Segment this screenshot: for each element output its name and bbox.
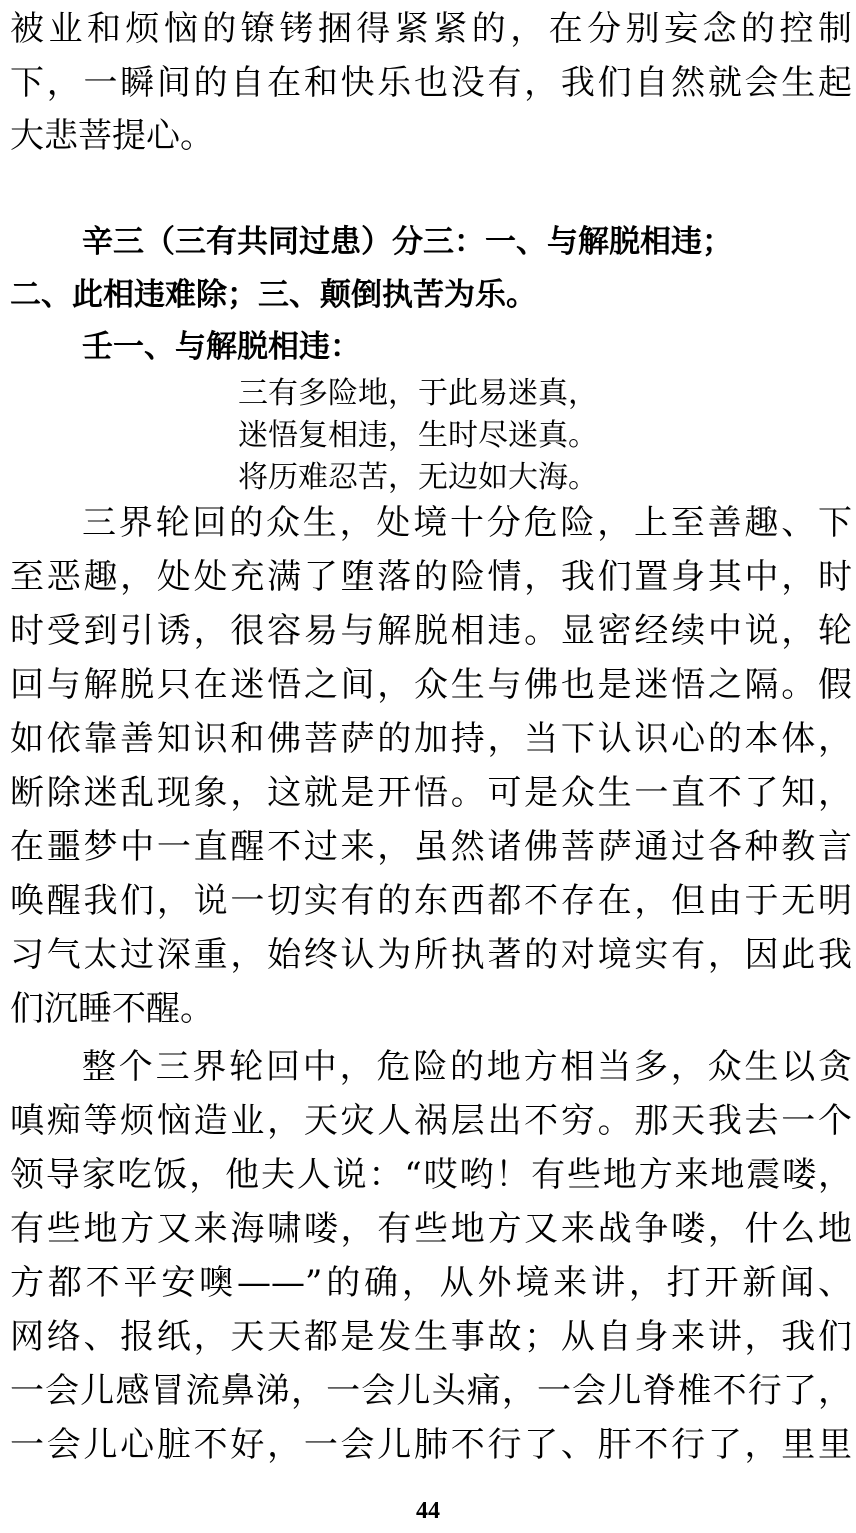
paragraph-line: 有些地方又来海啸喽，有些地方又来战争喽，什么地 [10,1209,852,1249]
body-text-line: 下，一瞬间的自在和快乐也没有，我们自然就会生起 [10,63,852,103]
verse-line: 三有多险地，于此易迷真， [238,376,598,411]
paragraph-line: 至恶趣，处处充满了堕落的险情，我们置身其中，时 [10,557,852,597]
verse-line: 将历难忍苦，无边如大海。 [238,460,598,495]
paragraph-line: 们沉睡不醒。 [10,989,214,1029]
paragraph-line: 回与解脱只在迷悟之间，众生与佛也是迷悟之隔。假 [10,665,852,705]
section-heading-continued: 二、此相违难除；三、颠倒执苦为乐。 [10,277,537,313]
page-number: 44 [416,1498,440,1524]
body-text-line: 被业和烦恼的镣铐捆得紧紧的，在分别妄念的控制 [10,9,852,49]
paragraph-line: 嗔痴等烦恼造业，天灾人祸层出不穷。那天我去一个 [10,1101,852,1141]
paragraph-line: 时受到引诱，很容易与解脱相违。显密经续中说，轮 [10,611,852,651]
paragraph-line: 如依靠善知识和佛菩萨的加持，当下认识心的本体， [10,719,852,759]
paragraph-line: 网络、报纸，天天都是发生事故；从自身来讲，我们 [10,1317,852,1357]
subsection-heading: 壬一、与解脱相违： [82,329,361,365]
paragraph-line: 在噩梦中一直醒不过来，虽然诸佛菩萨通过各种教言 [10,827,852,867]
body-text-line: 大悲菩提心。 [10,116,214,156]
section-heading: 辛三（三有共同过患）分三：一、与解脱相违； [82,224,733,260]
paragraph-line: 方都不平安噢——”的确，从外境来讲，打开新闻、 [10,1263,852,1303]
paragraph-line: 三界轮回的众生，处境十分危险，上至善趣、下 [82,503,852,543]
paragraph-line: 唤醒我们，说一切实有的东西都不存在，但由于无明 [10,881,852,921]
verse-line: 迷悟复相违，生时尽迷真。 [238,418,598,453]
paragraph-line: 整个三界轮回中，危险的地方相当多，众生以贪 [82,1047,852,1087]
paragraph-line: 断除迷乱现象，这就是开悟。可是众生一直不了知， [10,773,852,813]
paragraph-line: 领导家吃饭，他夫人说：“哎哟！有些地方来地震喽， [10,1155,852,1195]
paragraph-line: 一会儿感冒流鼻涕，一会儿头痛，一会儿脊椎不行了， [10,1371,852,1411]
paragraph-line: 习气太过深重，始终认为所执著的对境实有，因此我 [10,935,852,975]
paragraph-line: 一会儿心脏不好，一会儿肺不行了、肝不行了，里里 [10,1425,852,1465]
